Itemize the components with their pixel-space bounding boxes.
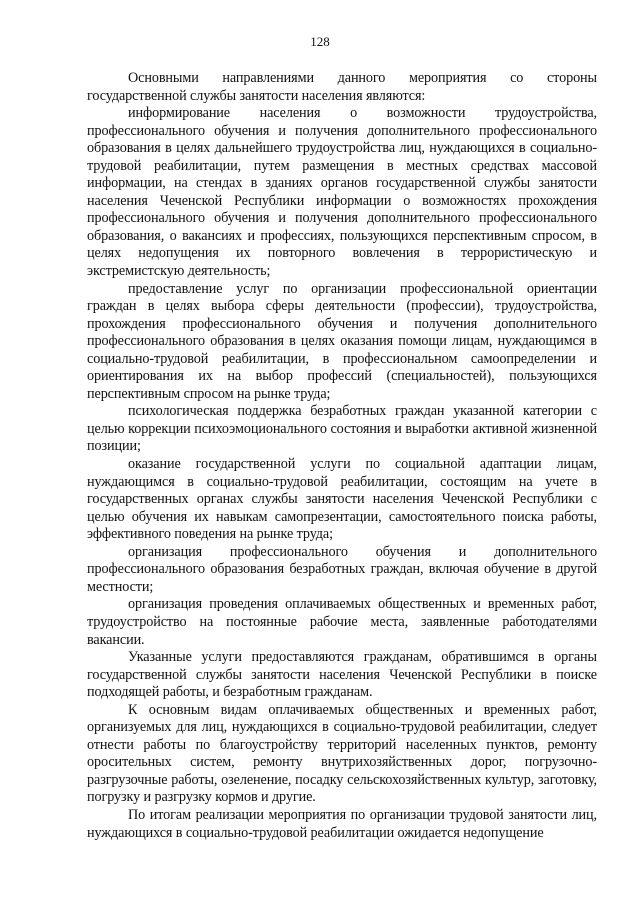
- paragraph: оказание государственной услуги по социальной адаптации лицам, нуждающимся в социально-трудовой реабилитации, состоящим на учете в государственных органах службы занятости населения Чеченской Республики с целью обучения их навыкам самопрезентации, самостоятельного поиска работы, эффективного поведения на рынке труда;: [87, 456, 597, 543]
- page-number: 128: [310, 34, 330, 49]
- paragraph: К основным видам оплачиваемых общественных и временных работ, организуемых для лиц, нуждающихся в социально-трудовой реабилитации, следует отнести работы по благоустройству территорий населенных пунктов, ремонту оросительных систем, ремонту внутрихозяйственных дорог, погрузочно-разгрузочные работы, озеленение, посадку сельскохозяйственных культур, заготовку, погрузку и разгрузку кормов и другие.: [87, 701, 597, 806]
- paragraph: психологическая поддержка безработных граждан указанной категории с целью коррекции психоэмоционального состояния и выработки активной жизненной позиции;: [87, 403, 597, 455]
- paragraph: предоставление услуг по организации профессиональной ориентации граждан в целях выбора сферы деятельности (профессии), трудоустройства, прохождения профессионального обучения и получения дополнительного профессионального образования в целях оказания помощи лицам, нуждающимся в социально-трудовой реабилитации, в профессиональном самоопределении и ориентирования их на выбор профессий (специальностей), пользующихся перспективным спросом на рынке труда;: [87, 280, 597, 402]
- paragraph: По итогам реализации мероприятия по организации трудовой занятости лиц, нуждающихся в социально-трудовой реабилитации ожидается недопущение: [87, 806, 597, 841]
- paragraph: организация проведения оплачиваемых общественных и временных работ, трудоустройство на постоянные рабочие места, заявленные работодателями вакансии.: [87, 596, 597, 648]
- paragraph: организация профессионального обучения и дополнительного профессионального образования безработных граждан, включая обучение в другой местности;: [87, 543, 597, 595]
- paragraph: Основными направлениями данного мероприятия со стороны государственной службы занятости населения являются:: [87, 70, 597, 104]
- paragraph: информирование населения о возможности трудоустройства, профессионального обучения и получения дополнительного профессионального образования в целях дальнейшего трудоустройства лиц, нуждающихся в социально-трудовой реабилитации, путем размещения в местных средствах массовой информации, на стендах в зданиях органов государственной службы занятости населения Чеченской Республики информации о возможностях прохождения профессионального обучения и получения дополнительного профессионального образования, о вакансиях и профессиях, пользующихся перспективным спросом, в целях недопущения их повторного вовлечения в террористическую и экстремистскую деятельность;: [87, 105, 597, 280]
- paragraph: Указанные услуги предоставляются гражданам, обратившимся в органы государственной службы занятости населения Чеченской Республики в поиске подходящей работы, и безработным гражданам.: [87, 649, 597, 701]
- document-body: [87, 70, 597, 842]
